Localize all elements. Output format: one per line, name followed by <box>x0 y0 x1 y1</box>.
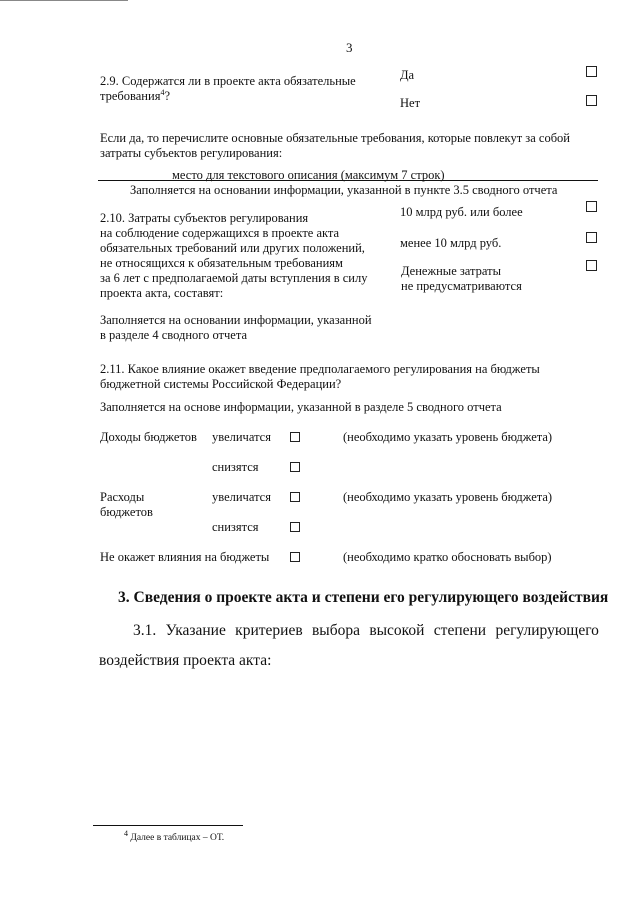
q210-line5: за 6 лет с предполагаемой даты вступления в силу <box>100 271 368 285</box>
q210-note-line2: в разделе 4 сводного отчета <box>100 328 248 342</box>
income-increase-checkbox[interactable] <box>290 432 300 442</box>
q29-followup-line2: затраты субъектов регулирования: <box>100 146 283 160</box>
expense-label-line1: Расходы <box>100 490 145 504</box>
section3-heading: 3. Сведения о проекте акта и степени его регулирующего воздействия <box>118 589 609 606</box>
income-hint: (необходимо указать уровень бюджета) <box>343 430 553 444</box>
income-decrease-checkbox[interactable] <box>290 462 300 472</box>
q211-line2: бюджетной системы Российской Федерации? <box>100 377 342 391</box>
input-underline <box>98 180 598 181</box>
expense-decrease-label: снизятся <box>212 520 259 534</box>
q29-option-no-label: Нет <box>400 96 421 110</box>
expense-label-line2: бюджетов <box>100 505 153 519</box>
p31-word: Указание <box>165 622 226 639</box>
q210-option2-label: менее 10 млрд руб. <box>400 236 502 250</box>
q210-option1-label: 10 млрд руб. или более <box>400 205 523 219</box>
expense-hint: (необходимо указать уровень бюджета) <box>343 490 553 504</box>
q29-option-yes-label: Да <box>400 68 415 82</box>
expense-increase-checkbox[interactable] <box>290 492 300 502</box>
expense-increase-label: увеличатся <box>212 490 271 504</box>
no-effect-label: Не окажет влияния на бюджеты <box>100 550 270 564</box>
income-label: Доходы бюджетов <box>100 430 197 444</box>
q210-line4: не относящихся к обязательным требованиям <box>100 256 343 270</box>
q211-line1: 2.11. Какое влияние окажет введение предполагаемого регулирования на бюджеты <box>100 362 540 376</box>
footnote-ref: 4 <box>160 87 165 97</box>
footnote: $^4$ Далее в таблицах – ОТ. <box>124 828 225 843</box>
q210-option3-checkbox[interactable] <box>586 260 597 271</box>
q29-yes-checkbox[interactable] <box>586 66 597 77</box>
q210-line2: на соблюдение содержащихся в проекте акта <box>100 226 340 240</box>
no-effect-hint: (необходимо кратко обосновать выбор) <box>343 550 552 564</box>
q210-option2-checkbox[interactable] <box>586 232 597 243</box>
q210-line1: 2.10. Затраты субъектов регулирования <box>100 211 309 225</box>
text-input-placeholder[interactable]: место для текстового описания (максимум 7 строк) <box>172 168 445 182</box>
q29-label-line1: 2.9. Содержатся ли в проекте акта обязательные <box>100 74 356 88</box>
q210-line6: проекта акта, составят: <box>100 286 224 300</box>
p31-word: высокой <box>369 622 425 639</box>
q210-option1-checkbox[interactable] <box>586 201 597 212</box>
page-number: 3 <box>346 40 353 55</box>
p31-word: регулирующего <box>495 622 599 639</box>
p31-word: 3.1. <box>133 622 157 639</box>
q210-line3: обязательных требований или других положений, <box>100 241 365 255</box>
p31-word: критериев <box>235 622 303 639</box>
q210-note-line1: Заполняется на основании информации, указанной <box>100 313 372 327</box>
p31-line1 <box>133 622 599 640</box>
expense-decrease-checkbox[interactable] <box>290 522 300 532</box>
q29-label-line2: требования$^4$? <box>100 87 170 103</box>
q29-no-checkbox[interactable] <box>586 95 597 106</box>
scan-edge-mark <box>0 0 128 1</box>
q29-note: Заполняется на основании информации, указанной в пункте 3.5 сводного отчета <box>130 183 558 197</box>
no-effect-checkbox[interactable] <box>290 552 300 562</box>
footnote-separator <box>93 825 243 826</box>
p31-word: выбора <box>311 622 360 639</box>
income-increase-label: увеличатся <box>212 430 271 444</box>
p31-line2: воздействия проекта акта: <box>99 652 272 669</box>
q29-followup-line1: Если да, то перечислите основные обязательные требования, которые повлекут за собой <box>100 131 570 145</box>
q210-option3-label-line1: Денежные затраты <box>401 264 501 278</box>
p31-word: степени <box>433 622 487 639</box>
q210-option3-label-line2: не предусматриваются <box>401 279 522 293</box>
income-decrease-label: снизятся <box>212 460 259 474</box>
q211-note: Заполняется на основе информации, указанной в разделе 5 сводного отчета <box>100 400 502 414</box>
